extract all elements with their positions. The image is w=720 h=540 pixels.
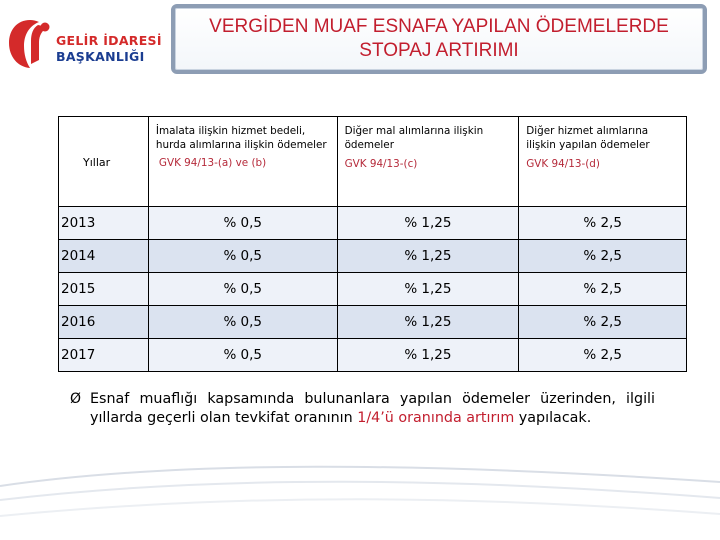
- cell-rate-goods: % 1,25: [337, 273, 519, 306]
- header-years: Yıllar: [59, 117, 149, 207]
- cell-rate-manufacturing: % 0,5: [148, 339, 337, 372]
- cell-rate-manufacturing: % 0,5: [148, 273, 337, 306]
- cell-year: 2014: [59, 240, 149, 273]
- logo-line-1: GELİR İDARESİ: [56, 33, 162, 48]
- header-other-goods: [337, 117, 519, 207]
- cell-rate-services: % 2,5: [519, 207, 687, 240]
- table-row: [59, 240, 687, 273]
- header-ref: GVK 94/13-(d): [526, 158, 600, 170]
- cell-rate-goods: % 1,25: [337, 207, 519, 240]
- table-row: [59, 273, 687, 306]
- gib-logo: [6, 16, 166, 72]
- header-label: Diğer mal alımlarına ilişkin ödemeler: [344, 125, 484, 151]
- table-row: [59, 306, 687, 339]
- cell-rate-services: % 2,5: [519, 240, 687, 273]
- cell-rate-goods: % 1,25: [337, 306, 519, 339]
- cell-rate-services: % 2,5: [519, 306, 687, 339]
- note-highlight: 1/4’ü oranında artırım: [357, 410, 515, 426]
- note-text-part1: Esnaf muaflığı kapsamında bulunanlara yapılan ödemeler üzerinden, ilgili yıllarda geçerli olan tevkifat oranının: [90, 391, 655, 426]
- header-ref: GVK 94/13-(a) ve (b): [158, 157, 267, 169]
- decorative-swoosh: [0, 452, 720, 540]
- table-header-row: [59, 117, 687, 207]
- logo-line-2: BAŞKANLIĞI: [56, 49, 145, 64]
- header-other-services: [519, 117, 687, 207]
- cell-rate-manufacturing: % 0,5: [148, 306, 337, 339]
- title-line-2: STOPAJ ARTIRIMI: [359, 40, 519, 61]
- arrow-bullet-icon: Ø: [70, 391, 82, 407]
- cell-rate-services: % 2,5: [519, 273, 687, 306]
- cell-rate-manufacturing: % 0,5: [148, 240, 337, 273]
- header-label: İmalata ilişkin hizmet bedeli, hurda alımlarına ilişkin ödemeler: [155, 125, 327, 151]
- cell-rate-services: % 2,5: [519, 339, 687, 372]
- gib-emblem-icon: [6, 16, 54, 72]
- header-ref: GVK 94/13-(c): [344, 158, 418, 170]
- cell-rate-goods: % 1,25: [337, 339, 519, 372]
- cell-year: 2017: [59, 339, 149, 372]
- table-row: [59, 339, 687, 372]
- note-text: [90, 390, 655, 428]
- cell-year: 2016: [59, 306, 149, 339]
- bullet-note: [70, 390, 655, 428]
- cell-rate-manufacturing: % 0,5: [148, 207, 337, 240]
- cell-year: 2013: [59, 207, 149, 240]
- cell-rate-goods: % 1,25: [337, 240, 519, 273]
- title-banner: [171, 4, 707, 74]
- title-line-1: VERGİDEN MUAF ESNAFA YAPILAN ÖDEMELERDE: [209, 16, 669, 37]
- cell-year: 2015: [59, 273, 149, 306]
- table-row: [59, 207, 687, 240]
- header-label: Diğer hizmet alımlarına ilişkin yapılan ödemeler: [526, 125, 650, 151]
- note-text-part2: yapılacak.: [514, 410, 592, 426]
- withholding-rates-table: [58, 116, 687, 372]
- header-manufacturing-scrap: [148, 117, 337, 207]
